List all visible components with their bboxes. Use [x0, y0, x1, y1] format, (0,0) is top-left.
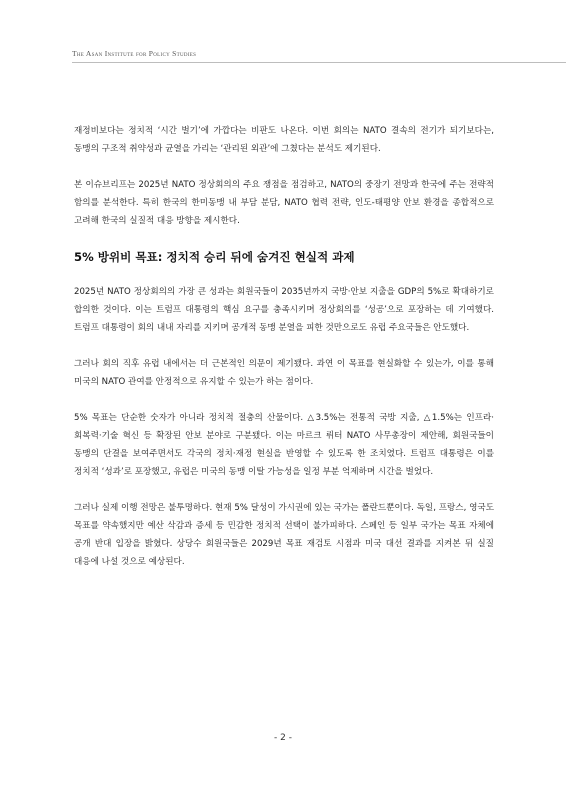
section-paragraph-1: 2025년 NATO 정상회의의 가장 큰 성과는 회원국들이 2035년까지 국방·안보 지출을 GDP의 5%로 확대하기로 합의한 것이다. 이는 트럼프 대통령의 핵심 요구를 충족시키며 정상회의를 ‘성공’으로 포장하는 데 기여했다. 트럼프 대통령이 회의 내내 자리를 지키며 공개적 동맹 분열을 피한 것만으로도 유럽 주요국들은 안도했다.	[74, 287, 494, 333]
section-paragraph-3: 5% 목표는 단순한 숫자가 아니라 정치적 절충의 산물이다. △3.5%는 전통적 국방 지출, △1.5%는 인프라·회복력·기술 혁신 등 확장된 안보 분야로 구분됐다. 이는 마르크 뤼터 NATO 사무총장이 제안해, 회원국들이 동맹의 단결을 보여주면서도 각국의 정치·재정 현실을 반영할 수 있도록 한 조치였다. 트럼프 대통령은 이를 정치적 ‘성과’로 포장했고, 유럽은 미국의 동맹 이탈 가능성을 일정 부분 억제하며 시간을 벌었다.	[74, 413, 494, 477]
intro-paragraph-1: 재정비보다는 정치적 ‘시간 벌기’에 가깝다는 비판도 나온다. 이번 회의는 NATO 결속의 전기가 되기보다는, 동맹의 구조적 취약성과 균열을 가리는 ‘관리된 외관’에 그쳤다는 분석도 제기된다.	[74, 126, 494, 154]
header-divider	[72, 62, 566, 63]
section-heading: 5% 방위비 목표: 정치적 승리 뒤에 숨겨진 현실적 과제	[74, 250, 355, 264]
section-paragraph-2: 그러나 회의 직후 유럽 내에서는 더 근본적인 의문이 제기됐다. 과연 이 목표를 현실화할 수 있는가, 이를 통해 미국의 NATO 관여를 안정적으로 유지할 수 있는가 하는 점이다.	[74, 359, 494, 387]
page-number: - 2 -	[274, 733, 292, 743]
intro-paragraph-2: 본 이슈브리프는 2025년 NATO 정상회의의 주요 쟁점을 점검하고, NATO의 중장기 전망과 한국에 주는 전략적 함의를 분석한다. 특히 한국의 한미동맹 내 부담 분담, NATO 협력 전략, 인도-태평양 안보 환경을 종합적으로 고려해 한국의 실질적 대응 방향을 제시한다.	[74, 180, 494, 226]
page-body	[74, 122, 494, 589]
publisher-header: The Asan Institute for Policy Studies	[72, 49, 197, 58]
section-paragraph-4: 그러나 실제 이행 전망은 불투명하다. 현재 5% 달성이 가시권에 있는 국가는 폴란드뿐이다. 독일, 프랑스, 영국도 목표를 약속했지만 예산 삭감과 증세 등 민감한 정치적 선택이 불가피하다. 스페인 등 일부 국가는 목표 자체에 공개 반대 입장을 밝혔다. 상당수 회원국들은 2029년 목표 재검토 시점과 미국 대선 결과를 지켜본 뒤 실질 대응에 나설 것으로 예상된다.	[74, 503, 494, 567]
